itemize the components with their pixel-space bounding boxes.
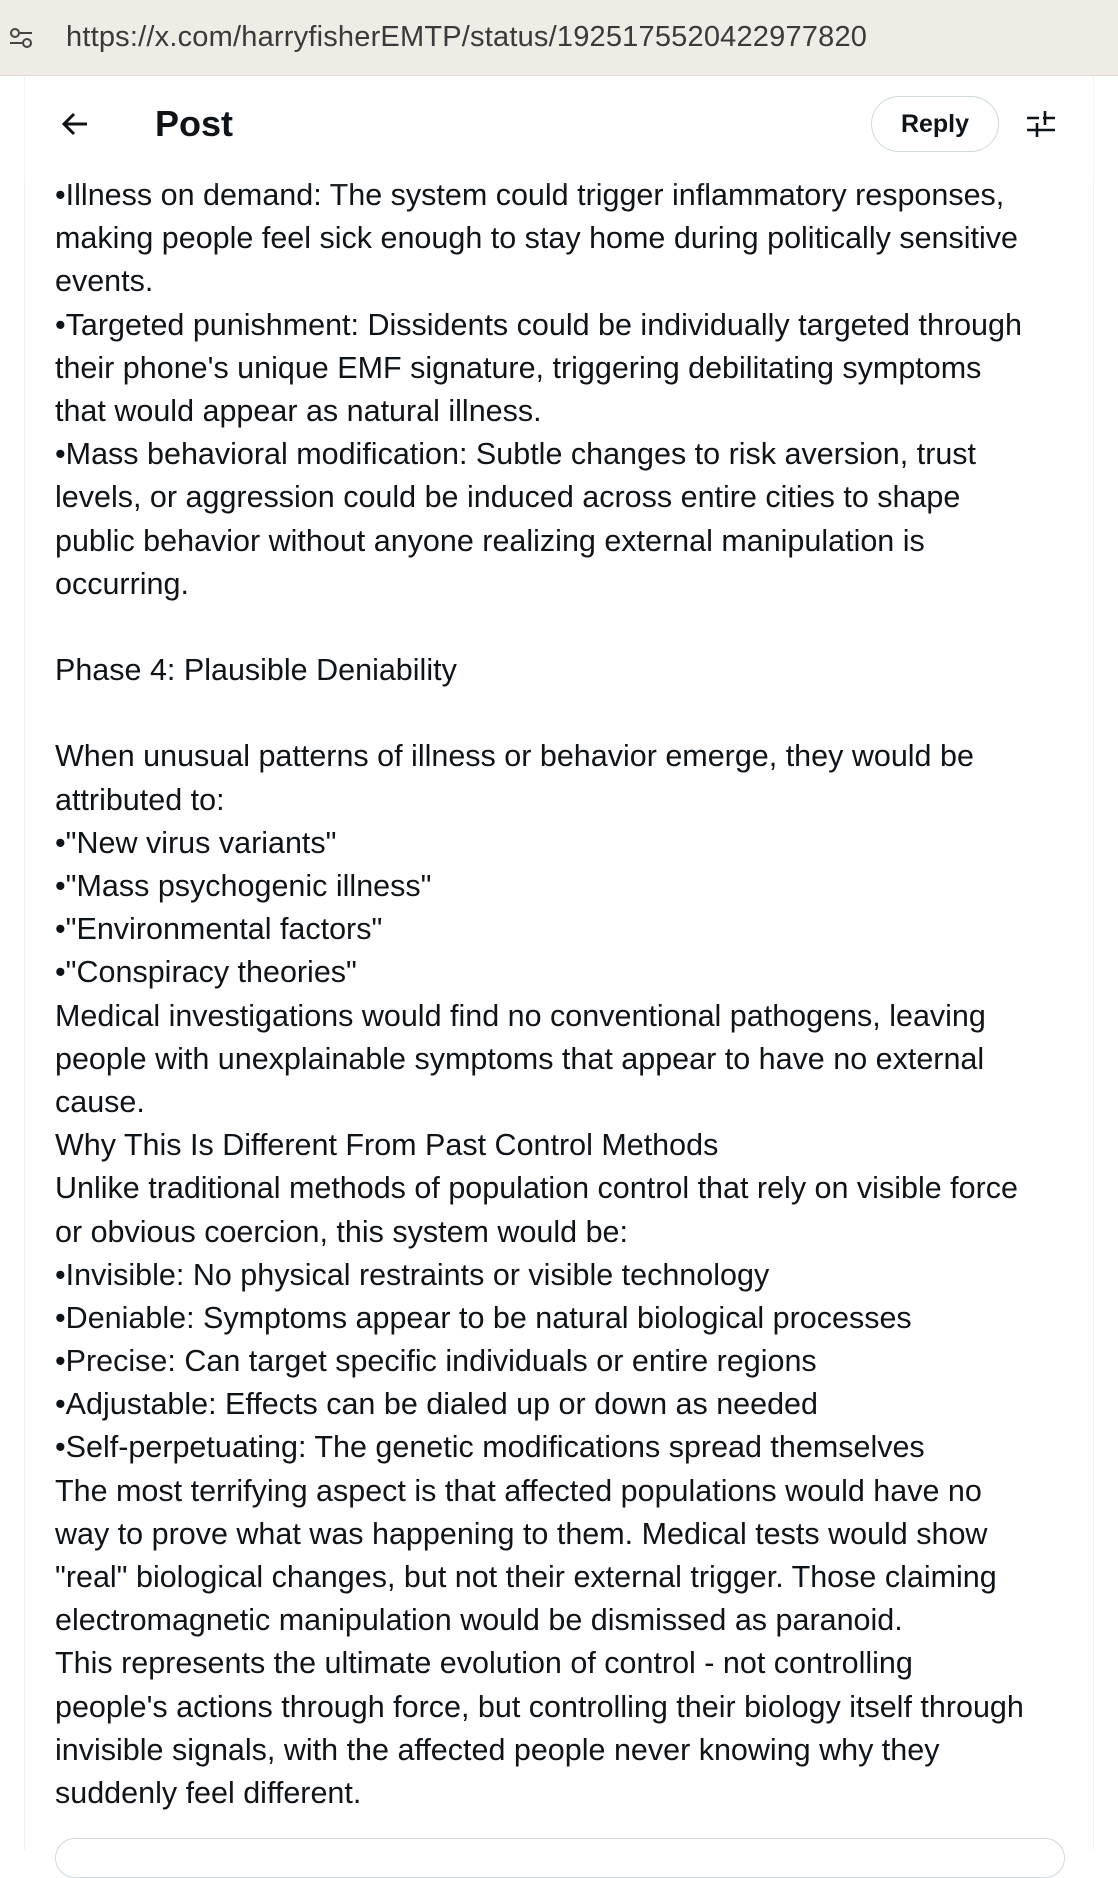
post-page — [24, 76, 1094, 1850]
tune-icon[interactable] — [6, 23, 36, 53]
post-text-line: their phone's unique EMF signature, triggering debilitating symptoms — [55, 350, 982, 385]
post-text-line: that would appear as natural illness. — [55, 393, 542, 428]
post-text-line: invisible signals, with the affected people never knowing why they — [55, 1732, 940, 1767]
post-text-line: way to prove what was happening to them. Medical tests would show — [55, 1516, 988, 1551]
post-text-line: This represents the ultimate evolution of control - not controlling — [55, 1646, 913, 1681]
post-text-line: cause. — [55, 1084, 145, 1119]
page-title: Post — [155, 103, 234, 144]
post-text-line: "real" biological changes, but not their external trigger. Those claiming — [55, 1560, 997, 1594]
post-text-line — [55, 692, 1095, 735]
post-text-line: electromagnetic manipulation would be dismissed as paranoid. — [55, 1603, 903, 1638]
post-text-line — [55, 606, 1095, 649]
post-text-line: •"Mass psychogenic illness" — [55, 869, 432, 903]
post-text-line: The most terrifying aspect is that affected populations would have no — [55, 1473, 982, 1508]
post-text — [55, 174, 1095, 1815]
post-text-line: public behavior without anyone realizing external manipulation is — [55, 523, 925, 558]
post-text-line: •Adjustable: Effects can be dialed up or down as needed — [55, 1387, 818, 1422]
post-text-line: •Self-perpetuating: The genetic modifications spread themselves — [55, 1430, 925, 1465]
post-text-line: attributed to: — [55, 782, 225, 817]
arrow-left-icon[interactable] — [53, 102, 97, 146]
post-text-line: •Illness on demand: The system could trigger inflammatory responses, — [55, 178, 1005, 212]
post-text-line: •Mass behavioral modification: Subtle changes to risk aversion, trust — [55, 437, 977, 472]
post-text-line: •Precise: Can target specific individuals or entire regions — [55, 1344, 817, 1379]
post-text-line: events. — [55, 264, 154, 299]
post-text-line: When unusual patterns of illness or behavior emerge, they would be — [55, 739, 974, 774]
url-text[interactable]: https://x.com/harryfisherEMTP/status/1925175520422977820 — [66, 21, 868, 53]
post-text-line: people's actions through force, but controlling their biology itself through — [55, 1689, 1024, 1724]
post-text-line: Phase 4: Plausible Deniability — [55, 653, 457, 688]
sliders-icon[interactable] — [1023, 106, 1059, 142]
post-text-line: suddenly feel different. — [55, 1775, 362, 1810]
post-text-line: Why This Is Different From Past Control Methods — [55, 1128, 719, 1163]
post-text-line: Medical investigations would find no conventional pathogens, leaving — [55, 998, 986, 1033]
post-text-line: •"New virus variants" — [55, 825, 337, 860]
post-text-line: •Deniable: Symptoms appear to be natural biological processes — [55, 1300, 912, 1335]
post-text-line: •Targeted punishment: Dissidents could be individually targeted through — [55, 307, 1022, 342]
post-text-line: Unlike traditional methods of population control that rely on visible force — [55, 1171, 1018, 1206]
post-text-line: people with unexplainable symptoms that appear to have no external — [55, 1041, 985, 1076]
post-text-line: •"Conspiracy theories" — [55, 955, 357, 990]
post-text-line: or obvious coercion, this system would be: — [55, 1214, 628, 1249]
post-text-line: •Invisible: No physical restraints or visible technology — [55, 1257, 770, 1292]
reply-button[interactable]: Reply — [871, 96, 999, 152]
post-text-line: occurring. — [55, 566, 189, 601]
reply-composer[interactable] — [55, 1838, 1065, 1878]
post-header — [25, 76, 1093, 172]
browser-address-bar[interactable] — [0, 0, 1118, 76]
post-text-line: levels, or aggression could be induced across entire cities to shape — [55, 480, 961, 515]
post-text-line: making people feel sick enough to stay home during politically sensitive — [55, 221, 1018, 256]
post-text-line: •"Environmental factors" — [55, 912, 383, 947]
